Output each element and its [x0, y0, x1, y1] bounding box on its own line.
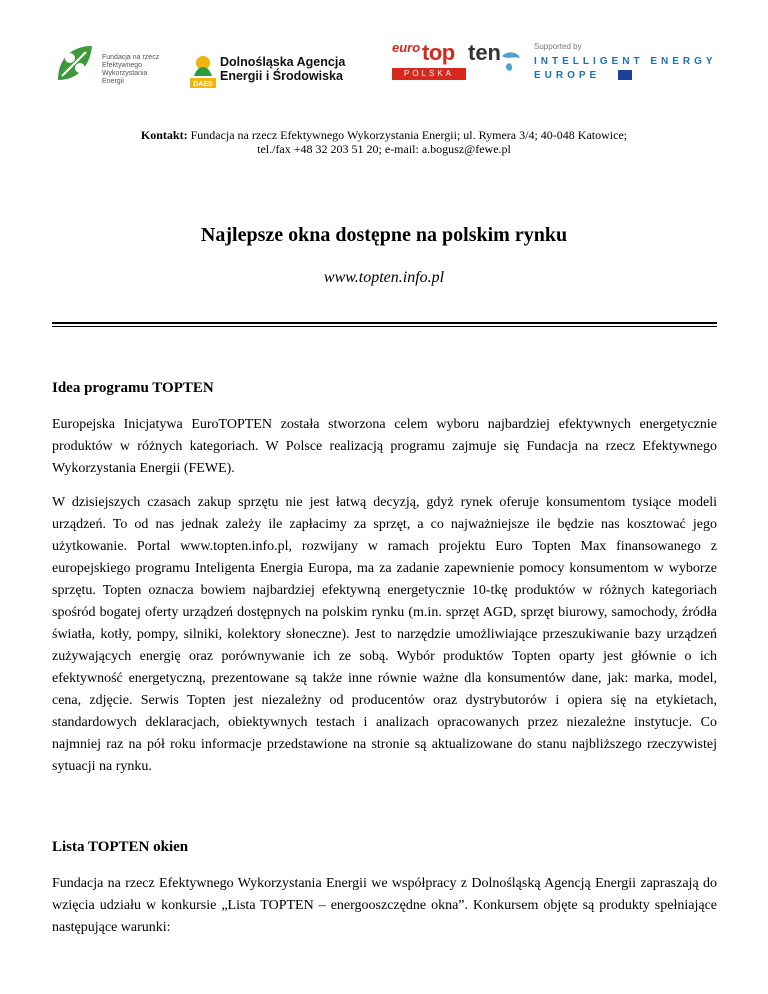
contact-info [0, 128, 768, 156]
page-subtitle-url: www.topten.info.pl [323, 269, 445, 286]
water-drop-icon [498, 46, 522, 76]
topten-polska-bar: POLSKA [392, 68, 466, 80]
section-heading-lista: Lista TOPTEN okien [52, 839, 189, 855]
contact-line2: tel./fax +48 32 203 51 20; e-mail: a.bogusz@fewe.pl [257, 142, 511, 156]
page-title: Najlepsze okna dostępne na polskim rynku [200, 224, 568, 246]
topten-euro-text: euro [392, 40, 421, 55]
fewe-leaf-icon [52, 40, 98, 86]
daes-badge-text: DAES [193, 81, 213, 88]
section-lista-paragraph-1: Fundacja na rzecz Efektywnego Wykorzystania Energii we współpracy z Dolnośląską Agencją Energii zapraszają do wzięcia udziału w konkursie „Lista TOPTEN – energooszczędne okna”. Konkursem objęte są produkty spełniające następujące warunki: [52, 876, 717, 935]
divider-thick [52, 322, 717, 324]
daes-logo-text [220, 55, 345, 83]
section-idea-paragraph-2: W dzisiejszych czasach zakup sprzętu nie jest łatwą decyzją, gdyż rynek oferuje konsumentom tysiące modeli urządzeń. To od nas jednak zależy ile zapłacimy za sprzęt, a co najważniejsze ile będzie nas kosztować jego użytkowanie. Portal www.topten.info.pl, rozwijany w ramach projektu Euro Topten Max finansowanego z europejskiego programu Inteligenta Energia Europa, ma za zadanie zapewnienie pomocy konsumentom w wyborze sprzętu. Topten oznacza bowiem najbardziej efektywną energetycznie 10-tkę produktów w różnych kategoriach spośród bogatej oferty urządzeń dostępnych na polskim rynku (m.in. sprzęt AGD, sprzęt biurowy, samochody, źródła światła, kotły, pompy, silniki, kolektory słoneczne). Jest to narzędzie umożliwiające przeszukiwanie bazy urządzeń zużywających energię oraz porównywanie ich ze sobą. Wybór produktów Topten oparty jest głównie o ich efektywność energetyczną, prezentowane są także inne równie ważne dla konsumentów dane, jak: marka, model, cena, zdjęcie. Serwis Topten jest niezależny od producentów oraz dystrybutorów i opiera się na etykietach, standardowych deklaracjach, obiektywnych testach i analizach opracowanych przez niezależne instytucje. Co najmniej raz na pół roku informacje przedstawione na stronie są aktualizowane do stanu najbliższego rzeczywistej sytuacji na rynku. [52, 495, 717, 774]
contact-line1 [0, 128, 768, 142]
daes-line1: Dolnośląska Agencja [220, 55, 346, 69]
logo-bar [0, 38, 768, 94]
topten-top-text: top [422, 40, 455, 65]
iee-supported-text: Supported by [534, 42, 582, 51]
divider-thin [52, 326, 717, 327]
topten-ten-text: ten [468, 40, 501, 65]
section-heading-idea: Idea programu TOPTEN [52, 380, 214, 396]
fewe-logo [52, 38, 182, 90]
iee-line2: EUROPE [534, 70, 601, 81]
contact-label: Kontakt: [140, 128, 188, 142]
eurotopten-logo [392, 40, 522, 90]
section-idea-paragraph-1: Europejska Inicjatywa EuroTOPTEN została stworzona celem wyboru najbardziej efektywnych energetycznie produktów w różnych kategoriach. W Polsce realizacją programu zajmuje się Fundacja na rzecz Efektywnego Wykorzystania Energii (FEWE). [52, 417, 717, 476]
daes-badge-icon [190, 54, 216, 88]
daes-line2: Energii i Środowiska [220, 69, 343, 83]
fewe-logo-text: Fundacja na rzecz Efektywnego Wykorzystania Energii [102, 54, 160, 85]
daes-logo [190, 54, 365, 90]
iee-line1: INTELLIGENT ENERGY [534, 56, 717, 67]
eu-flag-icon [618, 70, 632, 80]
iee-logo [534, 42, 724, 90]
contact-address: Fundacja na rzecz Efektywnego Wykorzystania Energii; ul. Rymera 3/4; 40-048 Katowice; [187, 128, 628, 142]
